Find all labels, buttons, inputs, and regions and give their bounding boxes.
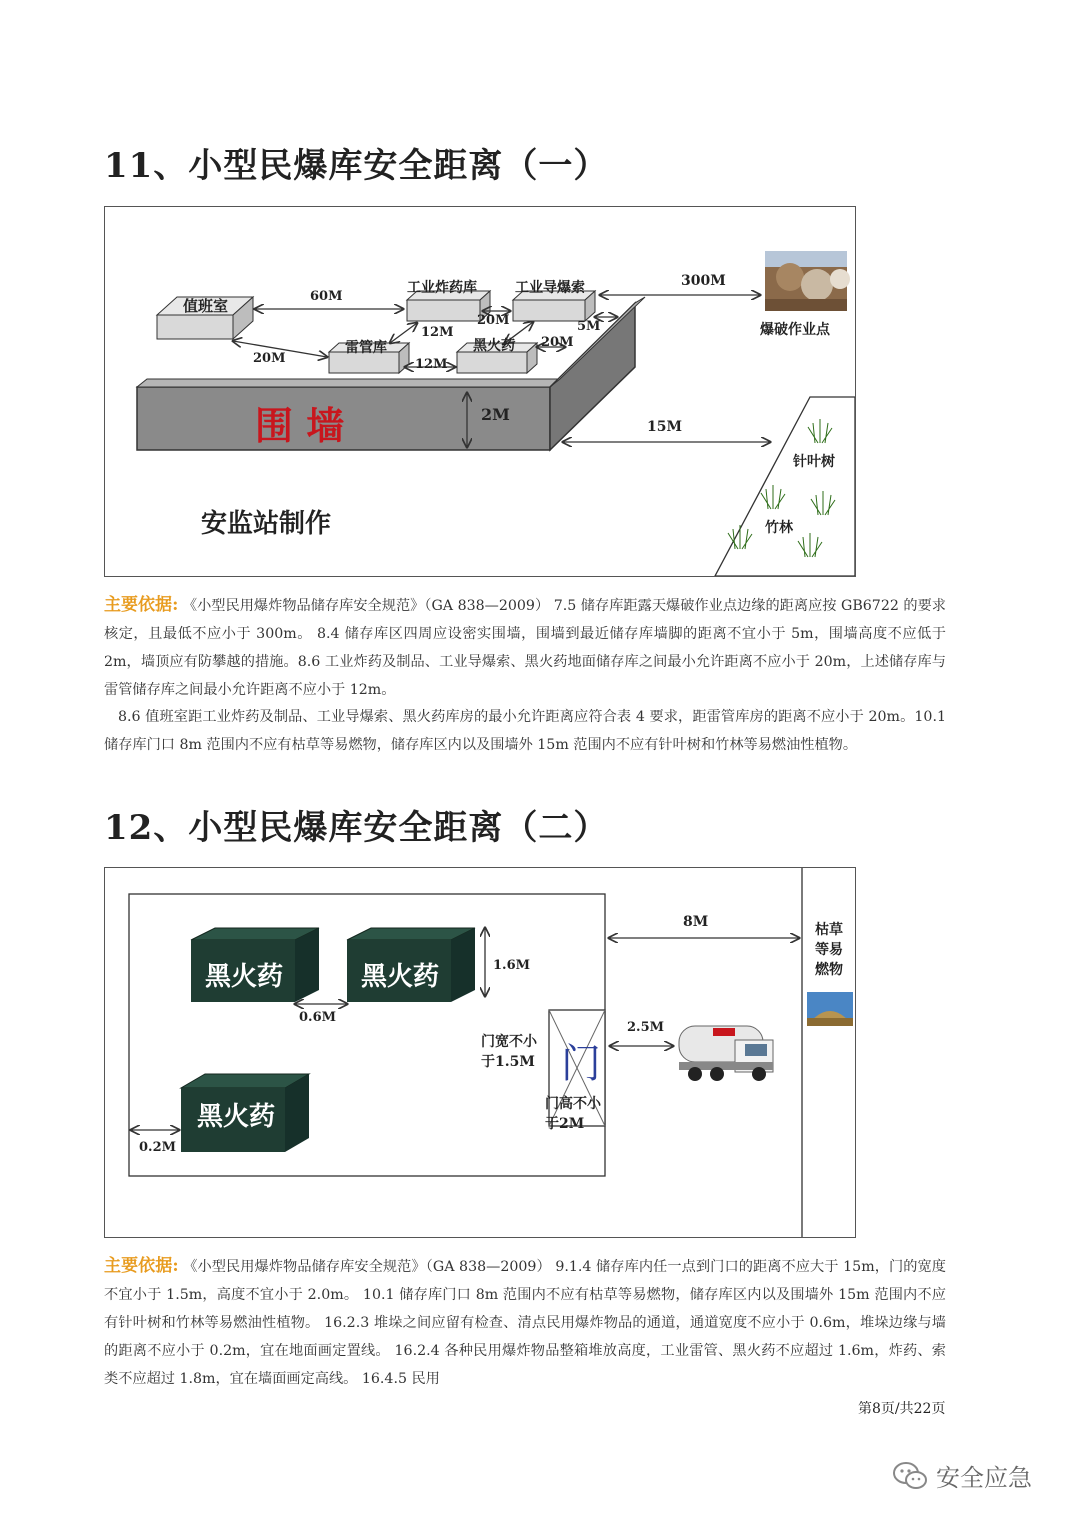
label-door-char: 门 (561, 1041, 601, 1087)
label-stack-3: 黑火药 (197, 1102, 276, 1132)
truck-icon (679, 1026, 773, 1081)
label-dist-20m-b: 20M (477, 313, 510, 328)
label-dist-15m: 15M (647, 419, 682, 435)
label-door-height: 门高不小于2M (545, 1096, 601, 1132)
label-dist-12m-b: 12M (415, 357, 448, 372)
label-dist-300m: 300M (681, 273, 726, 289)
section1-title: 11、小型民爆库安全距离（一） (104, 146, 609, 186)
label-gap-06m: 0.6M (299, 1010, 337, 1025)
label-dry-grass: 枯草等易燃物 (815, 922, 843, 978)
section2-basis (104, 1252, 946, 1393)
figure-storage-distance-1 (104, 206, 856, 577)
label-wall-height: 2M (481, 405, 510, 424)
section2-title: 12、小型民爆库安全距离（二） (104, 808, 609, 848)
label-dist-12m-a: 12M (421, 325, 454, 340)
label-height-16m: 1.6M (493, 958, 531, 973)
blasting-site-image (765, 251, 850, 311)
label-stack-1: 黑火药 (205, 962, 284, 992)
label-gap-02m: 0.2M (139, 1140, 177, 1155)
label-conifer: 针叶树 (793, 454, 835, 470)
label-door-width: 门宽不小于1.5M (481, 1034, 537, 1070)
label-dist-25m: 2.5M (627, 1020, 665, 1035)
basis-label-2: 主要依据: (104, 1256, 179, 1276)
label-dist-5m: 5M (577, 319, 601, 334)
label-explosives-store: 工业炸药库 (407, 280, 477, 296)
label-dist-60m: 60M (310, 289, 343, 304)
figure-storage-distance-2 (104, 867, 856, 1238)
section1-basis (104, 591, 946, 704)
basis-text-1: 《小型民用爆炸物品储存库安全规范》（GA 838—2009） 7.5 储存库距露天爆破作业点边缘的距离应按 GB6722 的要求核定，且最低不应小于 300m。 8.4 储存库区四周应设密实围墙，围墙到最近储存库墙脚的距离不宜小于 5m，围墙高度不应低于 2m，墙顶应有防攀越的措施。8.6 工业炸药及制品、工业导爆索、黑火药地面储存库之间最小允许距离不应小于 20m，上述储存库与雷管储存库之间最小允许距离不应小于 12m。 (104, 598, 946, 698)
dry-grass-image (807, 992, 853, 1026)
section1-basis-2: 8.6 值班室距工业炸药及制品、工业导爆索、黑火药库房的最小允许距离应符合表 4 要求，距雷管库房的距离不应小于 20m。10.1 储存库门口 8m 范围内不应有枯草等易燃物，储存库区内以及围墙外 15m 范围内不应有针叶树和竹林等易燃油性植物。 (104, 709, 946, 753)
wechat-icon (892, 1460, 928, 1492)
label-wall: 围 墙 (255, 404, 345, 448)
brand-watermark (892, 1458, 1032, 1493)
label-stack-2: 黑火药 (361, 962, 440, 992)
label-dist-8m: 8M (683, 914, 709, 930)
basis-label: 主要依据: (104, 595, 179, 615)
label-detonating-cord: 工业导爆索 (515, 280, 585, 296)
page-number: 第8页/共22页 (858, 1401, 946, 1417)
label-bamboo: 竹林 (765, 520, 793, 536)
label-maker: 安监站制作 (201, 509, 332, 539)
label-detonator-store: 雷管库 (345, 340, 387, 356)
label-dist-20m-a: 20M (253, 351, 286, 366)
label-blasting-site: 爆破作业点 (760, 322, 830, 338)
basis-text-2: 《小型民用爆炸物品储存库安全规范》（GA 838—2009） 9.1.4 储存库内任一点到门口的距离不应大于 15m，门的宽度不宜小于 1.5m，高度不宜小于 2.0m。 10.1 储存库门口 8m 范围内不应有枯草等易燃物，储存库区内以及围墙外 15m 范围内不应有针叶树和竹林等易燃油性植物。 16.2.3 堆垛之间应留有检查、清点民用爆炸物品的通道，通道宽度不应小于 0.6m，堆垛边缘与墙的距离不应小于 0.2m，宜在地面画定置线。 16.2.4 各种民用爆炸物品整箱堆放高度，工业雷管、黑火药不应超过 1.6m，炸药、索类不应超过 1.8m，宜在墙面画定高线。 16.4.5 民用 (104, 1259, 946, 1387)
brand-name: 安全应急 (936, 1464, 1032, 1492)
label-duty-room: 值班室 (183, 297, 229, 315)
label-dist-20m-c: 20M (541, 335, 574, 350)
label-black-powder: 黑火药 (473, 338, 515, 354)
